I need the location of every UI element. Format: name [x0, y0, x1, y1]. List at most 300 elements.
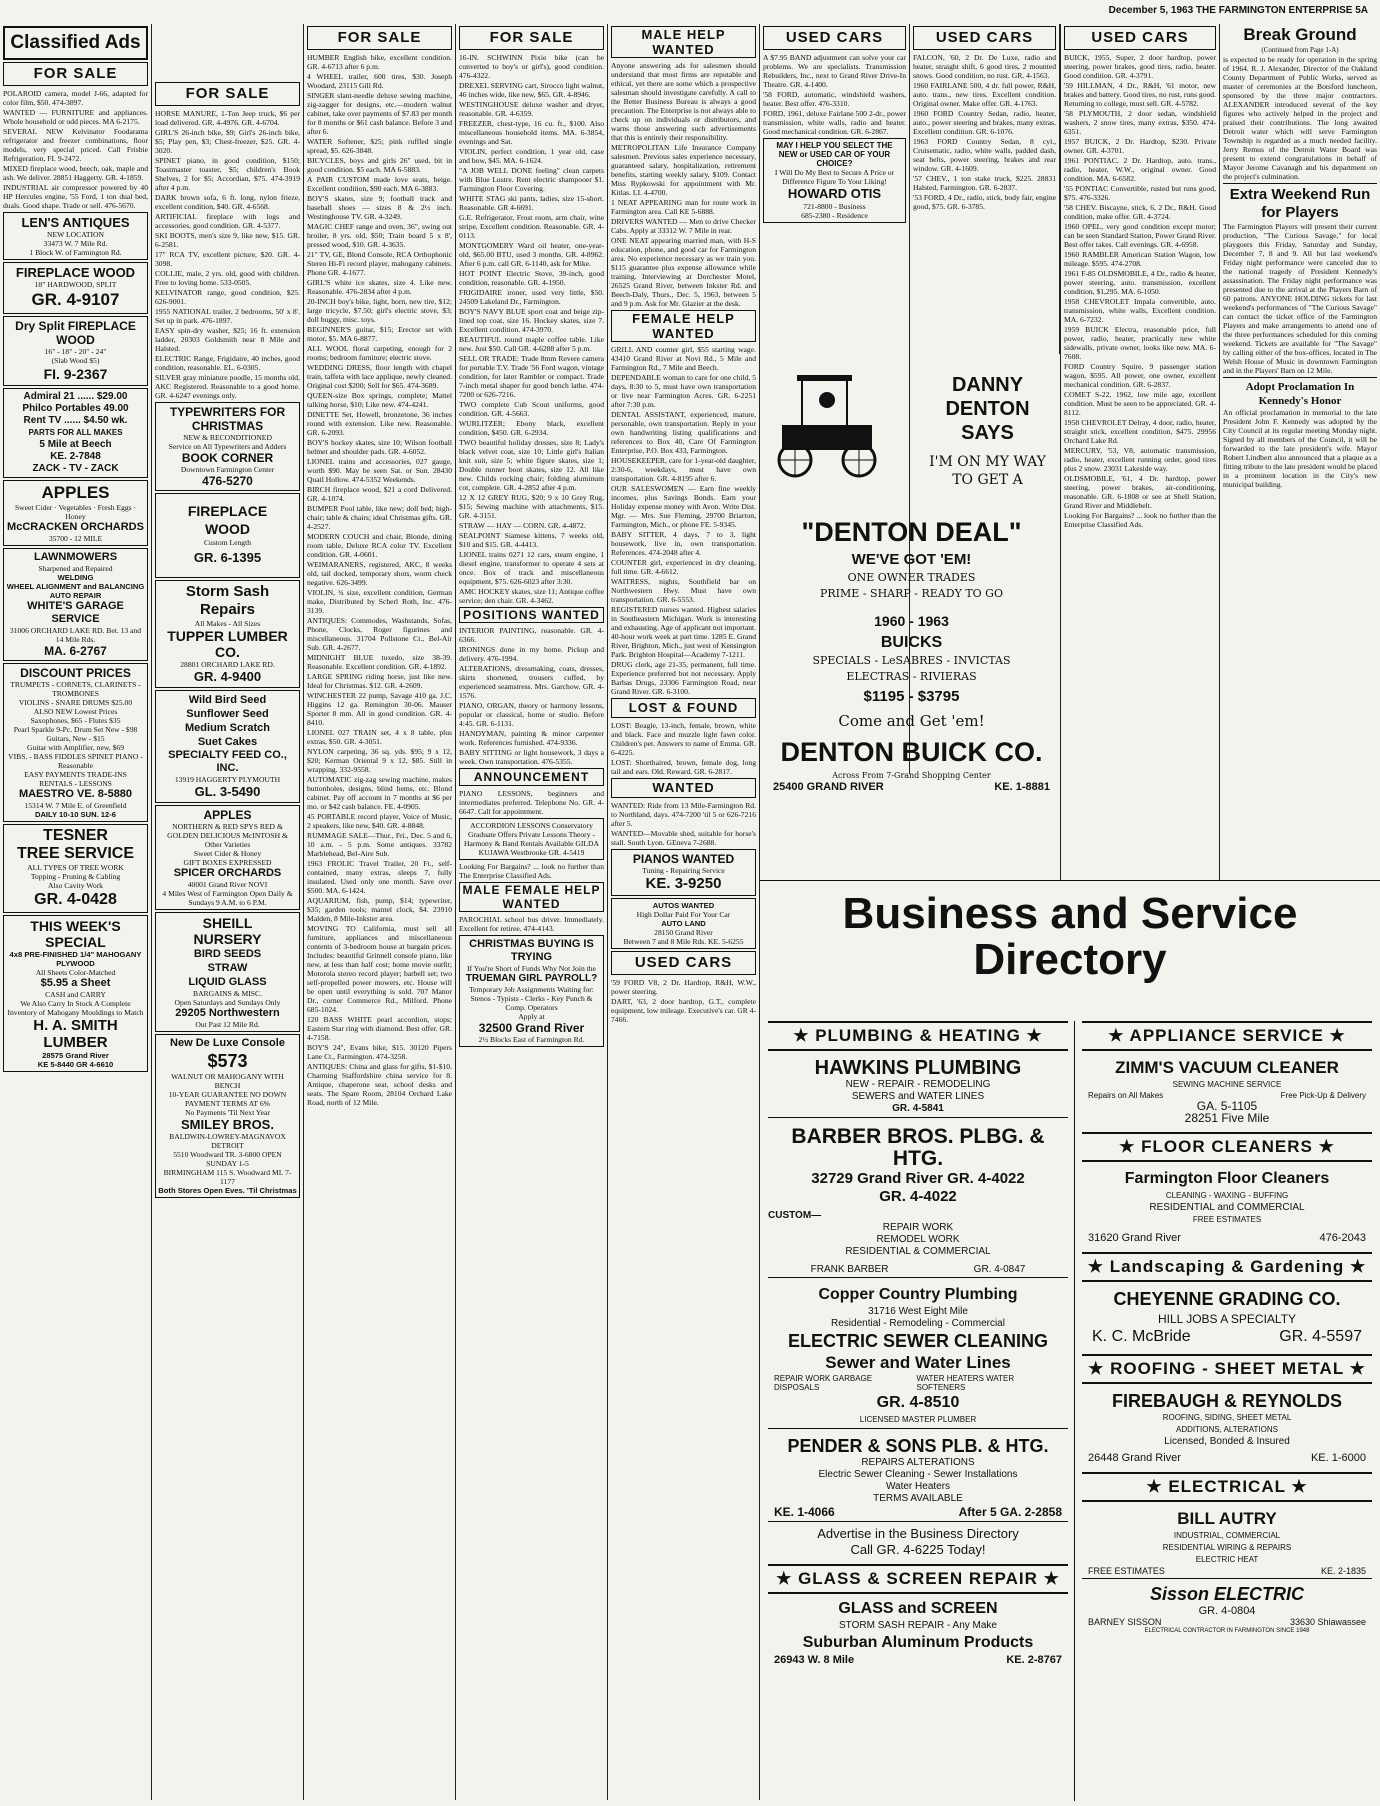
ad-phone: GR. 4-9107: [31, 290, 120, 309]
article-text: is expected to be ready for operation in the spring of 1964. R. J. Alexander, Director of the Oakland County Department of Public Works, served as master of ceremonies at the Botsford luncheon, sponsored by the three major contractors. ALEXANDER introduced several of the key figures who actively helped in the project and praised their contributions. The long awaited Detroit water which will serve Farmington Township is regarded as a much needed facility. Jerry Remus of the Detroit Water Board was present to extend congratulations in behalf of Mayor Jerome Cavanagh and his department on the project's culmination.: [1223, 55, 1377, 181]
plumbing-heating-header: [768, 1021, 1068, 1051]
ad-phone: FI. 9-2367: [43, 366, 108, 382]
classified-ad: SEALPOINT Siamese kittens, 7 weeks old, $10 and $15. GR. 4-4413.: [459, 531, 604, 549]
classified-ad: PIANO, ORGAN, theory or harmony lessons, popular or classical, home or studio. Before 4:45. GR. 6-1131.: [459, 701, 604, 728]
ad-line: I Will Do My Best to Secure A Price or Difference Figure To Your Liking!: [774, 168, 895, 186]
ad-line: RENTALS - LESSONS: [39, 779, 112, 788]
star-icon: ★: [1343, 1359, 1366, 1378]
ad-list: [1064, 53, 1216, 529]
classified-ad: TWO complete Cub Scout uniforms, good condition. GR. 4-5663.: [459, 400, 604, 418]
ad-line: Apply at: [518, 1012, 545, 1021]
classified-ad: 12 X 12 GREY RUG, $20; 9 x 10 Grey Rug, $15; Sewing machine with attachments, $15. GR. 4-3151.: [459, 493, 604, 520]
ad-line: If You're Short of Funds Why Not Join the: [467, 964, 596, 973]
classified-ad: COMET S-22, 1962, low mile age, excellent condition. Must be seen to be appreciated. GR. 4-8112.: [1064, 390, 1216, 417]
classified-ad: A $7.95 BAND adjustment can solve your car problems. We are specialists. Transmission Rebuilders, Inc., next to Grand River Drive-In Theatre. GR. 4-1400.: [763, 53, 906, 89]
ad-line: Free Pick-Up & Delivery: [1280, 1091, 1366, 1100]
section-label: GLASS & SCREEN REPAIR: [798, 1569, 1038, 1588]
classified-ad: 1 NEAT APPEARING man for route work in Farmington area. Call KE 5-6888.: [611, 198, 756, 216]
ad-line: BIRD SEEDS: [193, 948, 262, 960]
ad-line: ADDITIONS, ALTERATIONS: [1176, 1425, 1278, 1434]
classified-ad: "A JOB WELL DONE feeling" clean carpets with Blue Lustre. Rent electric shampooer $1. Farmington Floor Covering.: [459, 166, 604, 193]
landscaping-header: [1082, 1252, 1372, 1282]
classified-ad: '59 FORD V8, 2 Dr. Hardtop, R&H, W.W., power steering.: [611, 978, 756, 996]
ad-line: AUTO REPAIR: [49, 591, 102, 600]
classified-ad: LOST: Beagle, 13-inch, female, brown, white and black. Face and muzzle light fawn color. Children's pet. Answers to name of Emma. GR. 6-4225.: [611, 721, 756, 757]
classified-ad: HOT POINT Electric Stove, 39-inch, good condition, reasonable. GR. 4-1950.: [459, 269, 604, 287]
ad-line: 1 Block W. of Farmington Rd.: [29, 248, 122, 257]
ad-phone: After 5 GA. 2-2858: [958, 1505, 1062, 1519]
classified-ad: '55 PONTIAC Convertible, rusted but runs good, $75. 476-3326.: [1064, 184, 1216, 202]
ad-title: SHEILL: [202, 915, 253, 931]
headline-proclamation: Adopt Proclamation In Kennedy's Honor: [1245, 381, 1355, 407]
ad-title: CHRISTMAS BUYING IS TRYING: [469, 938, 594, 963]
ad-title: ZIMM'S VACUUM CLEANER: [1115, 1058, 1339, 1077]
star-icon: ★: [1020, 1026, 1043, 1045]
ad-line: PRIME - SHARP - READY TO GO: [820, 587, 1003, 600]
ad-phone: GR. 4-0428: [34, 891, 117, 908]
ad-line: HILL JOBS A SPECIALTY: [1157, 1312, 1297, 1326]
fireplace-wood-ad: [3, 262, 148, 314]
star-icon: ★: [793, 1026, 816, 1045]
classified-ad: ALL WOOL floral carpeting, enough for 2 rooms; bedroom furniture; electric stove.: [307, 344, 452, 362]
classified-ad: DEPENDABLE woman to care for one child, 5 days, 8:30 to 5, must have own transportation or live near Farmington Acres. GR. 6-2251 after 7:30 p.m.: [611, 373, 756, 409]
classified-ad: BEGINNER'S guitar, $15; Erector set with motor, $5. MA 6-8877.: [307, 325, 452, 343]
ad-line: Service on All Typewriters and Adders: [168, 442, 287, 451]
ad-line: 16" - 18" - 20" - 24": [44, 347, 107, 356]
ad-title: BARBER BROS. PLBG. & HTG.: [791, 1125, 1045, 1170]
classified-ad: BOY'S skates, size 9; football track and baseball shoes — sizes 8 & 2½ inch. Westinghouse TV. GR. 4-3249.: [307, 194, 452, 221]
ad-line: WE'VE GOT 'EM!: [851, 551, 972, 568]
ad-line: McCRACKEN ORCHARDS: [7, 521, 144, 533]
ad-line: VIOLINS - SNARE DRUMS $25.00: [18, 698, 133, 707]
divider: [768, 1117, 1068, 1118]
ad-line: I'M ON MY WAY TO GET A: [929, 454, 1046, 488]
denton-buick-ad: [765, 355, 1058, 850]
classified-ad: G.E. Refrigerator, Frost room, arm chair, wine stripe, Excellent condition. Reasonable. GR. 4-0113.: [459, 213, 604, 240]
classified-ad: 1960 FAIRLANE 500, 4 dr. full power, R&H, auto. trans., new tires. Excellent condition. Original owner. Make offer. GR. 4-1763.: [913, 81, 1056, 108]
classified-ad: 1958 CHEVROLET Impala convertible, auto. transmission, white walls, Excellent condition. MA. 6-7232.: [1064, 297, 1216, 324]
classified-ad: 1958 CHEVROLET Delray, 4 door, radio, heater, straight stick, excellent condition, $475. 29956 Orchard Lake Rd.: [1064, 418, 1216, 445]
classified-ad: ANTIQUES: Commodes, Washstands, Sofas, Phone, Clocks, Roger figurines and miscellaneous. 31704 Pollstone Ct., Bel-Air Sub. GR. 4-2677.: [307, 616, 452, 652]
ad-list: [3, 89, 148, 210]
for-sale-header: FOR SALE: [459, 26, 604, 50]
classified-ad: BOY'S NAVY BLUE sport coat and beige zip-lined top coat, size 16. Hockey skates, size 7. Excellent condition. 474-3970.: [459, 307, 604, 334]
headline-break-ground: Break Ground: [1243, 25, 1357, 44]
ad-title: LAWNMOWERS: [33, 551, 118, 563]
ad-line: DAILY 10-10 SUN. 12-6: [34, 810, 117, 819]
classified-ad: FORD, 1961, deluxe Fairlane 500 2-dr., power transmission, white walls, radio and heater. Good mechanical condition. GR. 6-2867.: [763, 109, 906, 136]
sheill-nursery-ad: [155, 912, 300, 1032]
ad-line: 28150 Grand River: [654, 928, 713, 937]
classified-ad: '59 HILLMAN, 4 Dr., R&H, '61 motor, new brakes and battery. Good tires, no rust, runs good. Returning to college, must sell. GR. 4-5782.: [1064, 81, 1216, 108]
classified-ad: WANTED—Movable shed, suitable for horse's stall. South Lyon. GEneva 7-2688.: [611, 829, 756, 847]
ad-line: BARNEY SISSON: [1088, 1617, 1162, 1627]
ad-line: Saxophones, $65 - Flutes $35: [30, 716, 121, 725]
column-5: [608, 24, 760, 1800]
ad-phone: MA. 6-2767: [44, 644, 107, 658]
classified-ad: BICYCLES, boys and girls 26" used, bit in good condition. $5 each. MA 6-5883.: [307, 156, 452, 174]
classified-ad: VIOLIN, ¾ size, excellent condition, German make, Distributed by Scherl Roth, Inc. 476-3139.: [307, 588, 452, 615]
classified-ad: IRONINGS done in my home. Pickup and delivery. 476-1994.: [459, 645, 604, 663]
star-icon: ★: [1312, 1137, 1335, 1156]
classified-ad: A PAIR CUSTOM made love seats, beige. Excellent condition, $90 each. MA 6-3883.: [307, 175, 452, 193]
ad-title: Storm Sash: [185, 583, 270, 600]
ad-line: MAESTRO VE. 8-5880: [18, 788, 133, 800]
star-icon: ★: [1088, 1359, 1111, 1378]
ad-title: NURSERY: [193, 931, 262, 947]
ad-line: DANNY: [951, 374, 1024, 396]
classified-ad: SEVERAL NEW Kelvinator Foodarama refrigerator and freezer combinations, floor models, very special priced. Call Frisbie Refrigeration, FI. 9-2472.: [3, 127, 148, 163]
divider: [768, 1521, 1068, 1522]
classified-ad: 16-IN. SCHWINN Pixie bike (can be converted to boy's or girl's), good condition. 476-4322.: [459, 53, 604, 80]
star-icon: ★: [1119, 1137, 1142, 1156]
ad-line: 26448 Grand River: [1088, 1452, 1181, 1464]
ad-list: [913, 53, 1056, 211]
classified-ad: MODERN COUCH and chair, Blonde, dining room table, Deluxe RCA color TV. Excellent condition. GR. 4-0601.: [307, 532, 452, 559]
ad-phone: GR. 4-9400: [193, 669, 262, 684]
ad-list: [611, 801, 756, 847]
ad-line: REPAIR WORK GARBAGE DISPOSALS: [774, 1374, 873, 1392]
section-label: Landscaping & Gardening: [1109, 1257, 1345, 1276]
ad-line: ELECTRAS - RIVIERAS: [846, 670, 977, 683]
ad-line: Repairs on All Makes: [1088, 1091, 1164, 1100]
classified-ad: KELVINATOR range, good condition, $25. 626-9001.: [155, 288, 300, 306]
classified-ad: AUTOMATIC zig-zag sewing machine, makes buttonholes, designs, blind hems, etc. Blond cabinet. Pay off account in 7 months at $6 per mo. or $42 cash balance. FE. 4-0905.: [307, 775, 452, 811]
classified-ad: Looking For Bargains? ... look no further than The Enterprise Classified Ads.: [459, 862, 604, 880]
classified-ad: OLDSMOBILE, '61, 4 Dr. hardtop, power steering, power brakes, air-conditioning, reasonable. GR. 6-1808 or see at Shell Station, Grand River and Middlebelt.: [1064, 474, 1216, 510]
ad-line: TRUMPETS - CORNETS, CLARINETS - TROMBONES: [10, 680, 141, 698]
ad-phone: 476-2043: [1319, 1232, 1366, 1244]
classified-ad: WANTED: Ride from 13 Mile-Farmington Rd. to Northland, days. 474-7200 'til 5 or 626-7216 after 5.: [611, 801, 756, 828]
ad-line: Advertise in the Business Directory: [817, 1526, 1019, 1541]
classified-ad: OUR SALESWOMEN — Earn fine weekly incomes, plus Savings Bonds. Earn your Holiday expense money with Avon. Write Dist. Mgr. — Mrs. Sue Fleming, 29700 Briarton, Farmington, Mich., or phone FE. 5-9345.: [611, 484, 756, 529]
classified-ad: '58 CHEV. Biscayne, stick, 6, 2 Dr., R&H. Good condition, make offer. GR. 4-3724.: [1064, 203, 1216, 221]
ad-line: $5.95 a Sheet: [40, 977, 111, 989]
for-sale-header: FOR SALE: [3, 62, 148, 86]
ad-line: Stenos - Typists - Clerks - Key Punch & Comp. Operators: [470, 994, 593, 1012]
ad-phone: GL. 3-5490: [194, 784, 261, 799]
classified-ad: TWO beautiful holiday dresses, size 8; Lady's black velvet coat, size 10; Little girl's Italian knit suit, size 5; white figure skates, size 1; Double runner boot skates, size 12. All like new. Childs rocking chair; folding aluminum cot, complete. GR. 4-2852 after 4 p.m.: [459, 438, 604, 492]
ad-line: ELECTRICAL CONTRACTOR IN FARMINGTON SINCE 1948: [1144, 1628, 1310, 1634]
divider: [1223, 377, 1377, 378]
used-cars-header: USED CARS: [763, 26, 906, 50]
ad-line: SMILEY BROS.: [181, 1117, 274, 1132]
ad-title: Copper Country Plumbing: [818, 1286, 1018, 1303]
ad-line: Admiral 21 ...... $29.00: [23, 391, 128, 402]
classified-ad: '58 FORD, automatic, windshield washers, heater. Best offer. 476-3310.: [763, 90, 906, 108]
ad-line: 33630 Shiawassee: [1289, 1617, 1366, 1627]
classified-ad: WESTINGHOUSE deluxe washer and dryer, reasonable. GR. 4-6359.: [459, 100, 604, 118]
classified-ad: WINCHESTER 22 pump, Savage 410 ga. J.C. Higgins 12 ga. Remington 30-06. Mauser Sporter 8 mm. All in good condition. GR. 4-8410.: [307, 691, 452, 727]
male-female-header: MALE FEMALE HELP WANTED: [459, 882, 604, 912]
ad-title: FIREPLACE: [187, 503, 268, 519]
ad-line: Licensed, Bonded & Insured: [1164, 1436, 1290, 1447]
classified-ad: FORD Country Squire, 9 passenger station wagon, $595. All power, one owner, excellent mechanical condition. GR. 6-2837.: [1064, 362, 1216, 389]
ad-line: GIFT BOXES EXPRESSED: [183, 858, 272, 867]
ad-title: PIANOS WANTED: [632, 852, 735, 866]
directory-title: Business and Service Directory: [842, 889, 1298, 984]
ad-title: Dry Split FIREPLACE WOOD: [15, 319, 136, 347]
classified-ad: ARTIFICIAL fireplace with logs and accessories, good condition. GR. 4-5377.: [155, 212, 300, 230]
ad-title: LEN'S ANTIQUES: [21, 215, 130, 230]
ad-line: Sweet Cider · Vegetables · Fresh Eggs · Honey: [14, 503, 137, 521]
star-icon: ★: [1344, 1257, 1367, 1276]
ad-phone: GR. 4-5841: [892, 1103, 944, 1114]
ad-line: RESIDENTIAL & COMMERCIAL: [845, 1246, 991, 1257]
ad-line: Suburban Aluminum Products: [802, 1634, 1034, 1651]
ad-title: CHEYENNE GRADING CO.: [1113, 1289, 1341, 1309]
ad-line: Downtown Farmington Center: [180, 465, 275, 474]
ad-line: REPAIRS ALTERATIONS: [861, 1457, 975, 1468]
classified-ad: PIANO LESSONS, beginners and intermediates preferred. Telephone No. GR. 4-6647. Call for appointment.: [459, 789, 604, 816]
divider: [1223, 183, 1377, 184]
ad-list: [307, 53, 452, 1107]
classified-ad: AQUARIUM, fish, pump, $14; typewriter, $35; garden tools; mantel clock, $4. 23910 Malden, 8 Mile-Inkster area.: [307, 896, 452, 923]
ad-line: Temporary Job Assignments Waiting for:: [469, 985, 594, 994]
column-7: [910, 24, 1060, 354]
classified-ad: NYLON carpeting, 36 sq. yds. $95; 9 x 12, $20; Kerman Oriental 9 x 12, $85. Still in wrapping. 332-9558.: [307, 747, 452, 774]
ad-line: Out Past 12 Mile Rd.: [195, 1020, 260, 1029]
ad-list: [611, 61, 756, 308]
ad-list: [611, 345, 756, 696]
ad-line: 28575 Grand River: [42, 1051, 109, 1060]
ad-line: High Dollar Paid For Your Car: [636, 910, 731, 919]
star-icon: ★: [1285, 1477, 1308, 1496]
ad-line: AUTO LAND: [661, 919, 706, 928]
ad-line: 18" HARDWOOD, SPLIT: [34, 280, 117, 289]
ad-line: TRUEMAN GIRL PAYROLL?: [465, 973, 598, 984]
ad-line: Tuning - Repairing Service: [642, 866, 725, 875]
classified-ad: Looking For Bargains? ... look no further than the Enterprise Classified Ads.: [1064, 511, 1216, 529]
classified-ad: 1959 BUICK Electra, reasonable price, full power, radio, heater, practically new white sidewalls, private owner, looks like new. MA. 6-7608.: [1064, 325, 1216, 361]
ad-line: 26943 W. 8 Mile: [774, 1654, 855, 1666]
ad-line: K. C. McBride: [1092, 1328, 1191, 1345]
ad-title: THIS WEEK'S SPECIAL: [30, 918, 121, 950]
ad-line: BARGAINS & MISC.: [193, 989, 262, 998]
column-9: [1220, 24, 1380, 904]
ad-title: FIREPLACE WOOD: [15, 265, 136, 280]
classified-ad: INTERIOR PAINTING, reasonable. GR. 4-6366.: [459, 626, 604, 644]
ad-line: MAY I HELP YOU SELECT THE NEW or USED CAR OF YOUR CHOICE?: [776, 141, 893, 168]
classified-ad: ANTIQUES: China and glass for gifts, $1-$10. Charming Staffordshire china service for 8. Antique, chaperone seat, school desks and seats. The Spare Room, 28104 Orchard Lake Road, north of 12 Mile.: [307, 1062, 452, 1107]
ad-title: TYPEWRITERS FOR CHRISTMAS: [169, 405, 286, 433]
ad-line: PARTS FOR ALL MAKES: [28, 428, 123, 437]
ad-phone: KE. 1-4066: [774, 1505, 835, 1519]
ad-line: 29205 Northwestern: [175, 1007, 280, 1019]
classified-ad: SPINET piano, in good condition, $150; Toastmaster toaster, $5; children's Book Shelves, 2 for $5; Accordian, $75. 474-3919 after 4 p.m.: [155, 156, 300, 192]
ad-phone: GR. 4-5597: [1279, 1328, 1362, 1345]
ad-line: 5 Mile at Beech: [39, 439, 112, 450]
ad-line: 15314 W. 7 Mile E. of Greenfield: [24, 801, 127, 810]
ad-line: 721-8800 - Business: [803, 202, 866, 211]
ad-line: 31716 West Eight Mile: [868, 1306, 968, 1317]
ad-line: KE 5-8440 GR 4-6610: [37, 1060, 114, 1069]
ad-line: RESIDENTIAL WIRING & REPAIRS: [1162, 1543, 1292, 1552]
ad-line: Rent TV ...... $4.50 wk.: [23, 415, 128, 426]
article-text: An official proclamation in memorial to the late President John F. Kennedy was adopted by the City Council at its regular meeting Monday night. Signed by all members of the Council, it will be forwarded to the late president's wife. Mayor Robert Lindbert also announced that a plaque as a fitting tribute to the late president would be placed in a prominent location in the City's new municipal building.: [1223, 408, 1377, 489]
ad-line: LIQUID GLASS: [188, 976, 267, 988]
ad-title: PENDER & SONS PLB. & HTG.: [787, 1436, 1049, 1456]
classified-ad: FREEZER, chest-type, 16 cu. ft., $100. Also miscellaneous household items. MA. 6-3854, evenings and Sat.: [459, 119, 604, 146]
ad-line: ZACK - TV - ZACK: [32, 463, 119, 474]
ad-line: WALNUT OR MAHOGANY WITH BENCH: [171, 1072, 284, 1090]
for-sale-header: FOR SALE: [155, 82, 300, 106]
classified-ad: WURLITZER; Ebony black, excellent condition, $450. GR. 6-2934.: [459, 419, 604, 437]
ad-line: REMODEL WORK: [876, 1234, 960, 1245]
ad-line: CASH and CARRY: [45, 990, 106, 999]
apples-ad: [3, 480, 148, 546]
classified-ad: POLAROID camera, model J-66, adapted for color film, $50. 474-3897.: [3, 89, 148, 107]
star-icon: ★: [776, 1569, 799, 1588]
section-label: FLOOR CLEANERS: [1141, 1137, 1313, 1156]
ad-line: SPECIALTY FEED CO., INC.: [168, 749, 287, 774]
ad-line: Sewer and Water Lines: [825, 1353, 1011, 1372]
ad-phone: KE. 1-6000: [1310, 1452, 1366, 1464]
ad-line: STORM SASH REPAIR - Any Make: [838, 1620, 997, 1631]
ad-line: DENTON: [945, 398, 1030, 420]
ad-line: LICENSED MASTER PLUMBER: [859, 1415, 977, 1424]
classified-ad: SKI BOOTS, men's size 9, like new, $15. GR. 6-2581.: [155, 231, 300, 249]
headline-extra-weekend: Extra Weekend Run for Players: [1229, 186, 1371, 221]
positions-wanted-header: POSITIONS WANTED: [459, 607, 604, 623]
column-3: [304, 24, 456, 1800]
storm-sash-ad: [155, 580, 300, 688]
divider: [1074, 1021, 1075, 1801]
star-icon: ★: [1087, 1257, 1110, 1276]
classified-ad: COLLIE, male, 2 yrs. old, good with children. Free to loving home. 533-0505.: [155, 269, 300, 287]
classified-ad: ELECTRIC Range, Frigidaire, 40 inches, good condition, reasonable. EL. 6-0305.: [155, 354, 300, 372]
classified-ad: 45 PORTABLE record player, Voice of Music, 2 speakers, like new, $40. GR. 4-8848.: [307, 812, 452, 830]
ad-line: Water Heaters: [885, 1481, 951, 1492]
ad-line: 28251 Five Mile: [1184, 1111, 1270, 1125]
ad-line: NEW LOCATION: [46, 230, 104, 239]
star-icon: ★: [1108, 1026, 1130, 1045]
classified-ad: FRIGIDAIRE ironer, used very little, $50. 24509 Lakeland Dr., Farmington.: [459, 288, 604, 306]
announcement-header: ANNOUNCEMENT: [459, 768, 604, 786]
ad-line: Sunflower Seed: [186, 708, 269, 720]
ad-title: WOOD: [204, 521, 251, 537]
ad-line: DENTON BUICK CO.: [780, 737, 1043, 767]
directory-left: [768, 1021, 1068, 1666]
ad-title: HAWKINS PLUMBING: [814, 1057, 1022, 1079]
classified-ad: WEDDING DRESS, floor length with chapel train, taffeta with lace applique, newly cleaned. Original cost $200; Sell for $65. 474-3689.: [307, 363, 452, 390]
ad-line: CUSTOM—: [768, 1210, 822, 1221]
classified-ad: GRILL AND counter girl, $55 starting wage. 43410 Grand River at Novi Rd., 5 Mile and Farmington Rd., 7 Mile and Beech.: [611, 345, 756, 372]
classified-ad: LIONEL trains and accessories, 027 gauge, worth $90. May be seen Sat. or Sun. 28430 Quail Hollow. 474-5352 Weekends.: [307, 457, 452, 484]
ad-phone: GR. 4-4022: [879, 1188, 957, 1205]
classified-ad: HORSE MANURE, 1-Ton Jeep truck, $6 per load delivered. GR. 4-4976. GR. 4-6704.: [155, 109, 300, 127]
star-icon: ★: [1146, 1477, 1169, 1496]
classified-ad: LIONEL 027 TRAIN set, 4 x 8 table, plus extras, $50. GR. 4-3051.: [307, 728, 452, 746]
classified-ad: DARK brown sofa, 6 ft. long, nylon frieze, excellent condition, $40. GR. 4-6568.: [155, 193, 300, 211]
classified-ad: 120 BASS WHITE pearl accordion, stops; Eastern Star ring with diamond. Best offer. GR. 4-7158.: [307, 1015, 452, 1042]
ad-phone: GA. 5-1105: [1196, 1099, 1258, 1113]
ad-title: TESNER: [43, 827, 108, 844]
column-2: [152, 24, 304, 1800]
ad-line: Both Stores Open Eves. 'Til Christmas: [158, 1186, 297, 1195]
ad-line: ROOFING, SIDING, SHEET METAL: [1162, 1413, 1292, 1422]
ad-line: 4 Miles West of Farmington Open Daily & Sundays 9 A.M. to 6 P.M.: [162, 889, 293, 907]
classified-ad: 1963 FORD Country Sedan, 8 cyl., Cruisematic, radio, white walls, padded dash, seat belts, power steering, brakes and rear window. GR. 4-1609.: [913, 137, 1056, 173]
classified-ad: 1960 OPEL, very good condition except motor; can be seen Standard Station, Power Grand River. Best offer takes. Call evenings. GR. 4-6958.: [1064, 222, 1216, 249]
ad-line: 1960 - 1963: [874, 613, 949, 629]
floor-cleaners-header: [1082, 1132, 1372, 1162]
ad-line: All Sheets Color-Matched: [35, 968, 116, 977]
ad-title: GLASS and SCREEN: [838, 1600, 998, 1617]
ad-line: NEW & RECONDITIONED: [183, 433, 272, 442]
typewriters-ad: [155, 402, 300, 491]
column-4: [456, 24, 608, 1800]
classified-ad: 1955 NATIONAL trailer, 2 bedrooms, 50' x 8'. Set up in park. 476-1897.: [155, 307, 300, 325]
ad-phone: KE. 2-1835: [1320, 1566, 1366, 1576]
classified-ad: ONE NEAT appearing married man, with H-S education, phone, and good car for Farmington area. No experience necessary as we train you. $115 guarantee plus expense allowance while training. Interviewing at Dorchester Motel, 26525 Grand River, between Inkster Rd. and Beech-Daly, Thurs., Dec. 5, 1963, between 5 and 9 p.m. Ask for Mr. Glazier at the desk.: [611, 236, 756, 308]
classified-ad: 1960 FORD Country Sedan, radio, heater, auto., power steering and brakes, many extras. Excellent condition. GR. 6-1076.: [913, 109, 1056, 136]
ad-line: FRANK BARBER: [810, 1264, 889, 1275]
ad-line: 40001 Grand River NOVI: [187, 880, 268, 889]
ad-line: WHITE'S GARAGE SERVICE: [27, 600, 124, 625]
ad-title: Farmington Floor Cleaners: [1124, 1170, 1330, 1187]
classified-ad: DRIVERS WANTED — Men to drive Checker Cabs. Apply at 33312 W. 7 Mile in rear.: [611, 217, 756, 235]
classified-ad: BEAUTIFUL round maple coffee table. Like new. Just $50. Call GR. 4-6288 after 5 p.m.: [459, 335, 604, 353]
ad-line: Sharpened and Repaired: [38, 564, 113, 573]
column-8: [1060, 24, 1220, 904]
ad-line: SPICER ORCHARDS: [173, 867, 282, 879]
classified-ad: REGISTERED nurses wanted. Highest salaries in Southeastern Michigan. Work is interesting and exhausting. Age of applicant not important. 40-hour work week at part time. 1285 E. Grand River, Brighton, Mich., just west of Kensington Park. Brighton Hospital—Academy 7-1211.: [611, 605, 756, 659]
classified-ad: DREXEL SERVING cart, Sirocco light walnut, 46 inches wide, like new, $65. GR. 4-8946.: [459, 81, 604, 99]
ad-line: WELDING: [57, 573, 94, 582]
ad-list: [611, 721, 756, 776]
ad-title: New De Luxe Console: [170, 1037, 285, 1049]
classified-ad: SILVER gray miniature poodle, 15 months old, AKC Registered. Reasonable to a good home. GR. 4-6247 evenings only.: [155, 373, 300, 400]
classified-ad: 21" TV, GE, Blond Console, RCA Orthophonic Stereo Hi-Fi record player, mahogany cabinets. Phone GR. 4-1677.: [307, 250, 452, 277]
classified-ad: BIRCH fireplace wood, $21 a cord Delivered. GR. 4-1074.: [307, 485, 452, 503]
classified-ad: 17" RCA TV, excellent picture, $20. GR. 4-3098.: [155, 250, 300, 268]
ad-line: TUPPER LUMBER CO.: [167, 628, 288, 660]
ad-line: Across From 7-Grand Shopping Center: [832, 771, 991, 780]
ad-list: [459, 53, 604, 605]
classified-ad: WHITE STAG ski pants, ladies, size 15-short. Reasonable. GR 4-6691.: [459, 194, 604, 212]
classified-ad: '53 FORD, 4 Dr., radio, stick, body fair, engine good, $75. GR. 6-3785.: [913, 193, 1056, 211]
classified-ad: LIONEL trains 0271 12 cars, steam engine, 1 diesel engine, transformer to operate 4 sets at once. Box of track and miscellaneous equipment, $75. 626-6023 after 3:30.: [459, 550, 604, 586]
ad-line: (Slab Wood $5): [51, 356, 100, 365]
bird-seed-ad: [155, 690, 300, 803]
classified-ad: WAITRESS, nights, Southfield bar on Northwestern Hwy. Must have own transportation. GR. 6-5553.: [611, 577, 756, 604]
classified-ad: MONTGOMERY Ward oil heater, one-year-old, $65.00 BTU, used 3 months. GR. 4-8962. After 6 p.m. call GR. 6-1140, ask for Mike.: [459, 241, 604, 268]
ad-line: Sweet Cider & Honey: [193, 849, 262, 858]
ad-line: ALSO NEW Lowest Prices: [33, 707, 118, 716]
classified-ad: BABY SITTER, 4 days, 7 to 3, light housework, live in, own transportation. References. 474-2048 after 4.: [611, 530, 756, 557]
classified-ad: HANDYMAN, painting & minor carpenter work. References furnished. 474-9336.: [459, 729, 604, 747]
ad-line: Suet Cakes: [197, 736, 258, 748]
ad-phone: KE. 2-8767: [1006, 1654, 1062, 1666]
male-help-header: MALE HELP WANTED: [611, 26, 756, 58]
classified-ad: BUMPER Pool table, like new; doll bed; high-chair; table & chairs; ideal Christmas gifts. GR. 4-2527.: [307, 504, 452, 531]
ad-line: WATER HEATERS WATER SOFTENERS: [916, 1374, 1015, 1392]
classified-ad: 20-INCH boy's bike, light, horn, new tire, $12; large tricycle, $7.50; girl's electric stove, $3; doll buggy, misc. toys.: [307, 297, 452, 324]
classified-ad: DINETTE Set, Howell, bronzetone, 36 inches round with extension. Like new. Reasonable. GR. 6-2093.: [307, 410, 452, 437]
section-label: ELECTRICAL: [1168, 1477, 1286, 1496]
ad-line: CLEANING - WAXING - BUFFING: [1165, 1191, 1289, 1200]
ad-line: BALDWIN-LOWREY-MAGNAVOX DETROIT: [169, 1132, 286, 1150]
classified-ad: LOST: Shorthaired, brown, female dog, long tail and ears. Old. Reward. GR. 6-2817.: [611, 758, 756, 776]
ad-title: Repairs: [199, 601, 256, 618]
ad-line: 33473 W. 7 Mile Rd.: [43, 239, 108, 248]
lawnmowers-ad: [3, 548, 148, 661]
ad-line: BUICKS: [880, 634, 943, 651]
ad-line: 10-YEAR GUARANTEE NO DOWN PAYMENT TERMS AT 6%: [168, 1090, 287, 1108]
classified-ad: LARGE SPRING riding horse, just like new. Ideal for Christmas. $12. GR. 4-2609.: [307, 672, 452, 690]
classified-ad: PAROCHIAL school bus driver. Immediately. Excellent for retiree. 474-4143.: [459, 915, 604, 933]
